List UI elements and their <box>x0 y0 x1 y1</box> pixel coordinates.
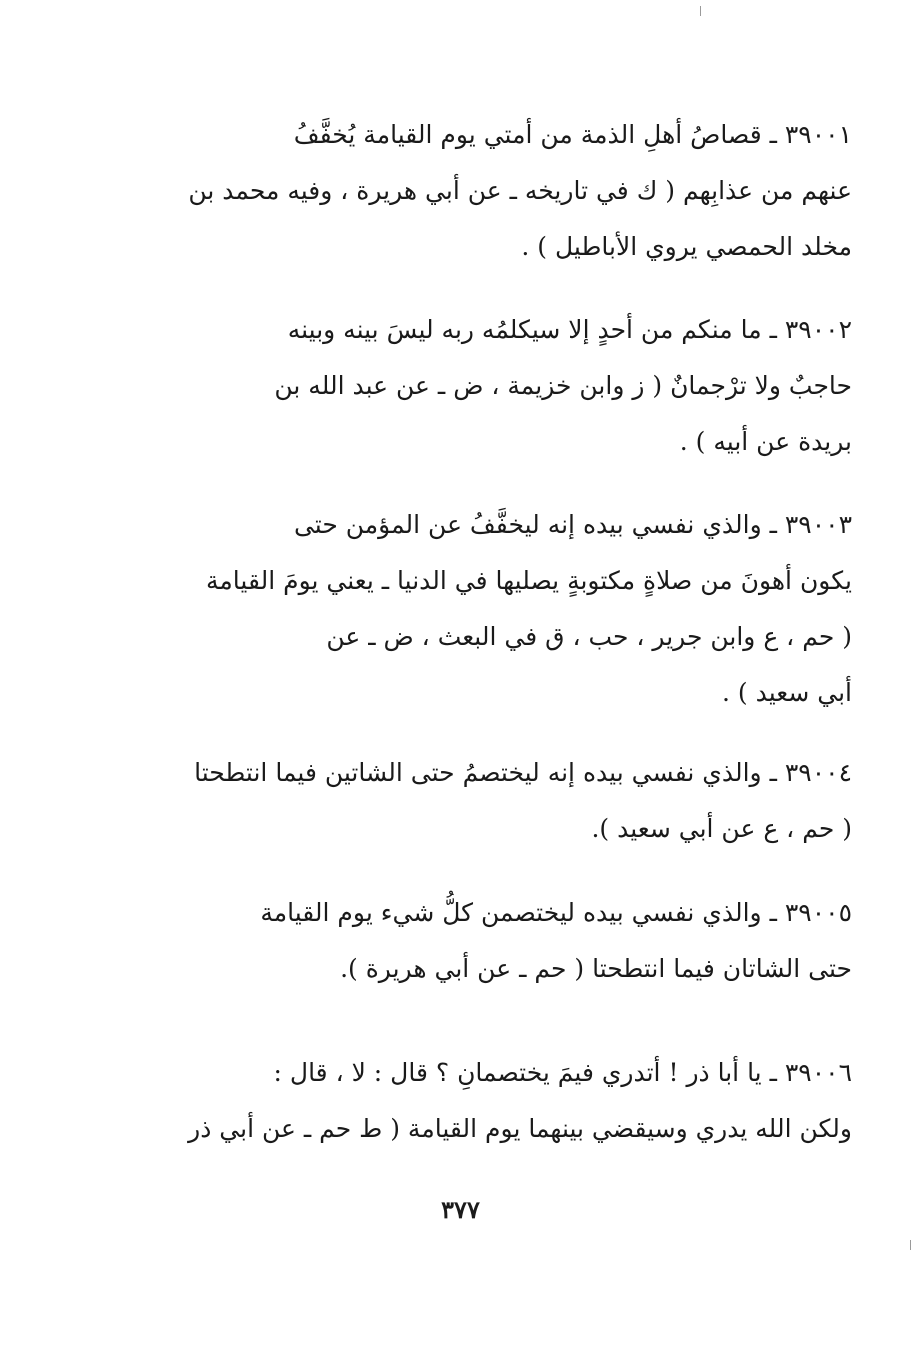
entry-line: حاجبٌ ولا ترْجمانٌ ( ز وابن خزيمة ، ض ـ عن عبد الله بن <box>274 371 852 400</box>
hadith-entry-39001 <box>140 107 852 275</box>
hadith-entry-39005 <box>140 885 852 997</box>
entry-line: بريدة عن أبيه ) . <box>679 427 852 456</box>
entry-line: ٣٩٠٠٣ ـ والذي نفسي بيده إنه ليخفَّفُ عن المؤمن حتى <box>293 510 852 539</box>
scan-edge-mark <box>700 6 701 16</box>
entry-line: حتى الشاتان فيما انتطحتا ( حم ـ عن أبي هريرة ). <box>340 954 852 983</box>
entry-line: يكون أهونَ من صلاةٍ مكتوبةٍ يصليها في الدنيا ـ يعني يومَ القيامة <box>206 566 852 595</box>
entry-line: ولكن الله يدري وسيقضي بينهما يوم القيامة ( ط حم ـ عن أبي ذر <box>188 1114 852 1143</box>
entry-line: ٣٩٠٠٥ ـ والذي نفسي بيده ليختصمن كلُّ شيء يوم القيامة <box>260 898 852 927</box>
entry-line: ٣٩٠٠٦ ـ يا أبا ذر ! أتدري فيمَ يختصمانِ ؟ قال : لا ، قال : <box>273 1058 852 1087</box>
page-number: ٣٧٧ <box>441 1195 480 1224</box>
entry-line: ( حم ، ع وابن جرير ، حب ، ق في البعث ، ض ـ عن <box>326 622 852 651</box>
hadith-entry-39006 <box>140 1045 852 1157</box>
hadith-entry-39002 <box>140 302 852 470</box>
hadith-entry-39003 <box>140 497 852 721</box>
entry-line: مخلد الحمصي يروي الأباطيل ) . <box>521 232 852 261</box>
entry-line: ٣٩٠٠٤ ـ والذي نفسي بيده إنه ليختصمُ حتى الشاتين فيما انتطحتا <box>194 758 852 787</box>
entry-line: عنهم من عذابِهم ( ك في تاريخه ـ عن أبي هريرة ، وفيه محمد بن <box>188 176 852 205</box>
scan-edge-mark <box>910 1240 911 1250</box>
entry-line: ( حم ، ع عن أبي سعيد ). <box>591 814 852 843</box>
hadith-entry-39004 <box>140 745 852 857</box>
entry-line: ٣٩٠٠٢ ـ ما منكم من أحدٍ إلا سيكلمُه ربه ليسَ بينه وبينه <box>287 315 852 344</box>
entry-line: ٣٩٠٠١ ـ قصاصُ أهلِ الذمة من أمتي يوم القيامة يُخفَّفُ <box>293 120 852 149</box>
entry-line: أبي سعيد ) . <box>722 678 852 707</box>
